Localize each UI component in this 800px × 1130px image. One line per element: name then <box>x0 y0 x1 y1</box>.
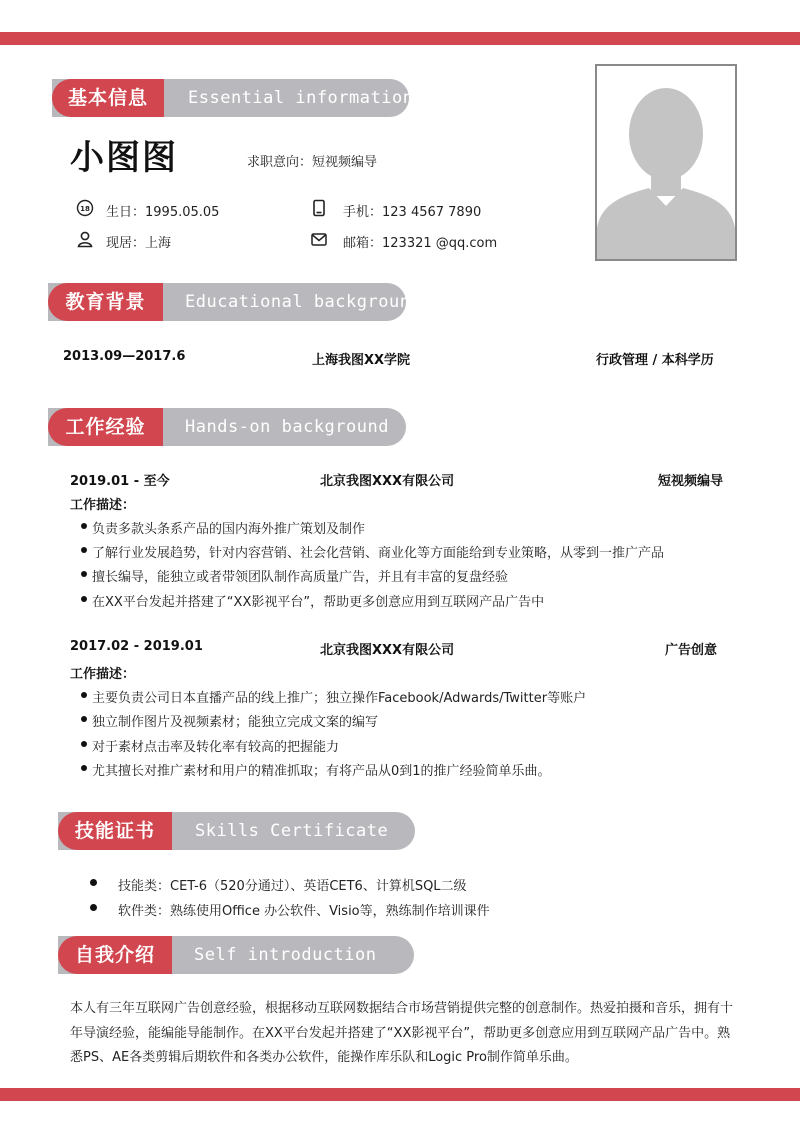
section-title-cn: 工作经验 <box>48 408 163 446</box>
skill-item: 技能类：CET-6（520分通过）、英语CET6、计算机SQL二级 <box>118 875 467 894</box>
section-title-en: Essential information <box>188 88 414 108</box>
list-item: 了解行业发展趋势，针对内容营销、社会化营销、商业化等方面能给到专业策略，从零到一推广产品 <box>92 542 664 561</box>
job-intent-label: 求职意向： <box>247 155 313 170</box>
list-item: 主要负责公司日本直播产品的线上推广；独立操作Facebook/Adwards/Twitter等账户 <box>92 687 586 706</box>
education-period: 2013.09—2017.6 <box>63 349 186 364</box>
section-title-en: Self introduction <box>194 945 377 965</box>
list-item: 尤其擅长对推广素材和用户的精准抓取；有将产品从0到1的推广经验简单乐曲。 <box>92 760 551 779</box>
list-item: 对于素材点击率及转化率有较高的把握能力 <box>92 736 339 755</box>
top-accent-bar <box>0 32 800 45</box>
residence-text: 现居：上海 <box>106 236 172 251</box>
bottom-accent-bar <box>0 1088 800 1101</box>
section-header-intro <box>58 936 414 974</box>
job-company: 北京我图XXX有限公司 <box>320 643 455 658</box>
job-period: 2017.02 - 2019.01 <box>70 639 203 654</box>
job-intent <box>247 151 377 170</box>
section-title-cn: 技能证书 <box>58 812 172 850</box>
job-title: 广告创意 <box>665 643 718 658</box>
job-desc-label: 工作描述： <box>70 498 136 513</box>
section-title-en: Hands-on background <box>185 417 389 437</box>
candidate-name: 小图图 <box>70 138 178 178</box>
list-item: 擅长编导，能独立或者带领团队制作高质量广告，并且有丰富的复盘经验 <box>92 566 508 585</box>
section-header-basic <box>52 79 414 117</box>
mail-icon <box>310 230 328 248</box>
skill-item: 软件类：熟练使用Office 办公软件、Visio等，熟练制作培训课件 <box>118 900 490 919</box>
section-title-en: Skills Certificate <box>195 821 389 841</box>
job-company: 北京我图XXX有限公司 <box>320 474 455 489</box>
phone-text: 手机：123 4567 7890 <box>343 205 482 220</box>
mobile-phone-icon <box>310 199 328 217</box>
svg-text:18: 18 <box>80 205 90 213</box>
section-title-cn: 基本信息 <box>52 79 164 117</box>
list-item: 负责多款头条系产品的国内海外推广策划及制作 <box>92 518 365 537</box>
job-period: 2019.01 - 至今 <box>70 474 170 489</box>
email-text: 邮箱：123321 @qq.com <box>343 236 498 251</box>
job-desc-label: 工作描述： <box>70 667 136 682</box>
avatar-silhouette-icon <box>597 66 735 259</box>
job-title: 短视频编导 <box>658 474 724 489</box>
section-header-work <box>48 408 406 446</box>
section-header-education <box>48 283 422 321</box>
section-title-en: Educational background <box>185 292 422 312</box>
profile-photo-placeholder <box>595 64 737 261</box>
birthday-18-icon <box>76 199 94 217</box>
birth-text: 生日：1995.05.05 <box>106 205 220 220</box>
list-item: 独立制作图片及视频素材；能独立完成文案的编写 <box>92 711 378 730</box>
education-major: 行政管理 / 本科学历 <box>596 353 714 368</box>
section-header-skills <box>58 812 415 850</box>
person-icon <box>76 230 94 248</box>
section-title-cn: 自我介绍 <box>58 936 172 974</box>
list-item: 在XX平台发起并搭建了“XX影视平台”，帮助更多创意应用到互联网产品广告中 <box>92 591 544 610</box>
job-intent-value: 短视频编导 <box>312 155 378 170</box>
education-school: 上海我图XX学院 <box>312 353 411 368</box>
self-intro-text: 本人有三年互联网广告创意经验，根据移动互联网数据结合市场营销提供完整的创意制作。热爱拍摄和音乐，拥有十年导演经验，能编能导能制作。在XX平台发起并搭建了“XX影视平台”，帮助更多创意应用到互联网产品广告中。熟悉PS、AE各类剪辑后期软件和各类办公软件，能操作库乐队和Logic Pro制作简单乐曲。 <box>70 1001 734 1065</box>
section-title-cn: 教育背景 <box>48 283 163 321</box>
